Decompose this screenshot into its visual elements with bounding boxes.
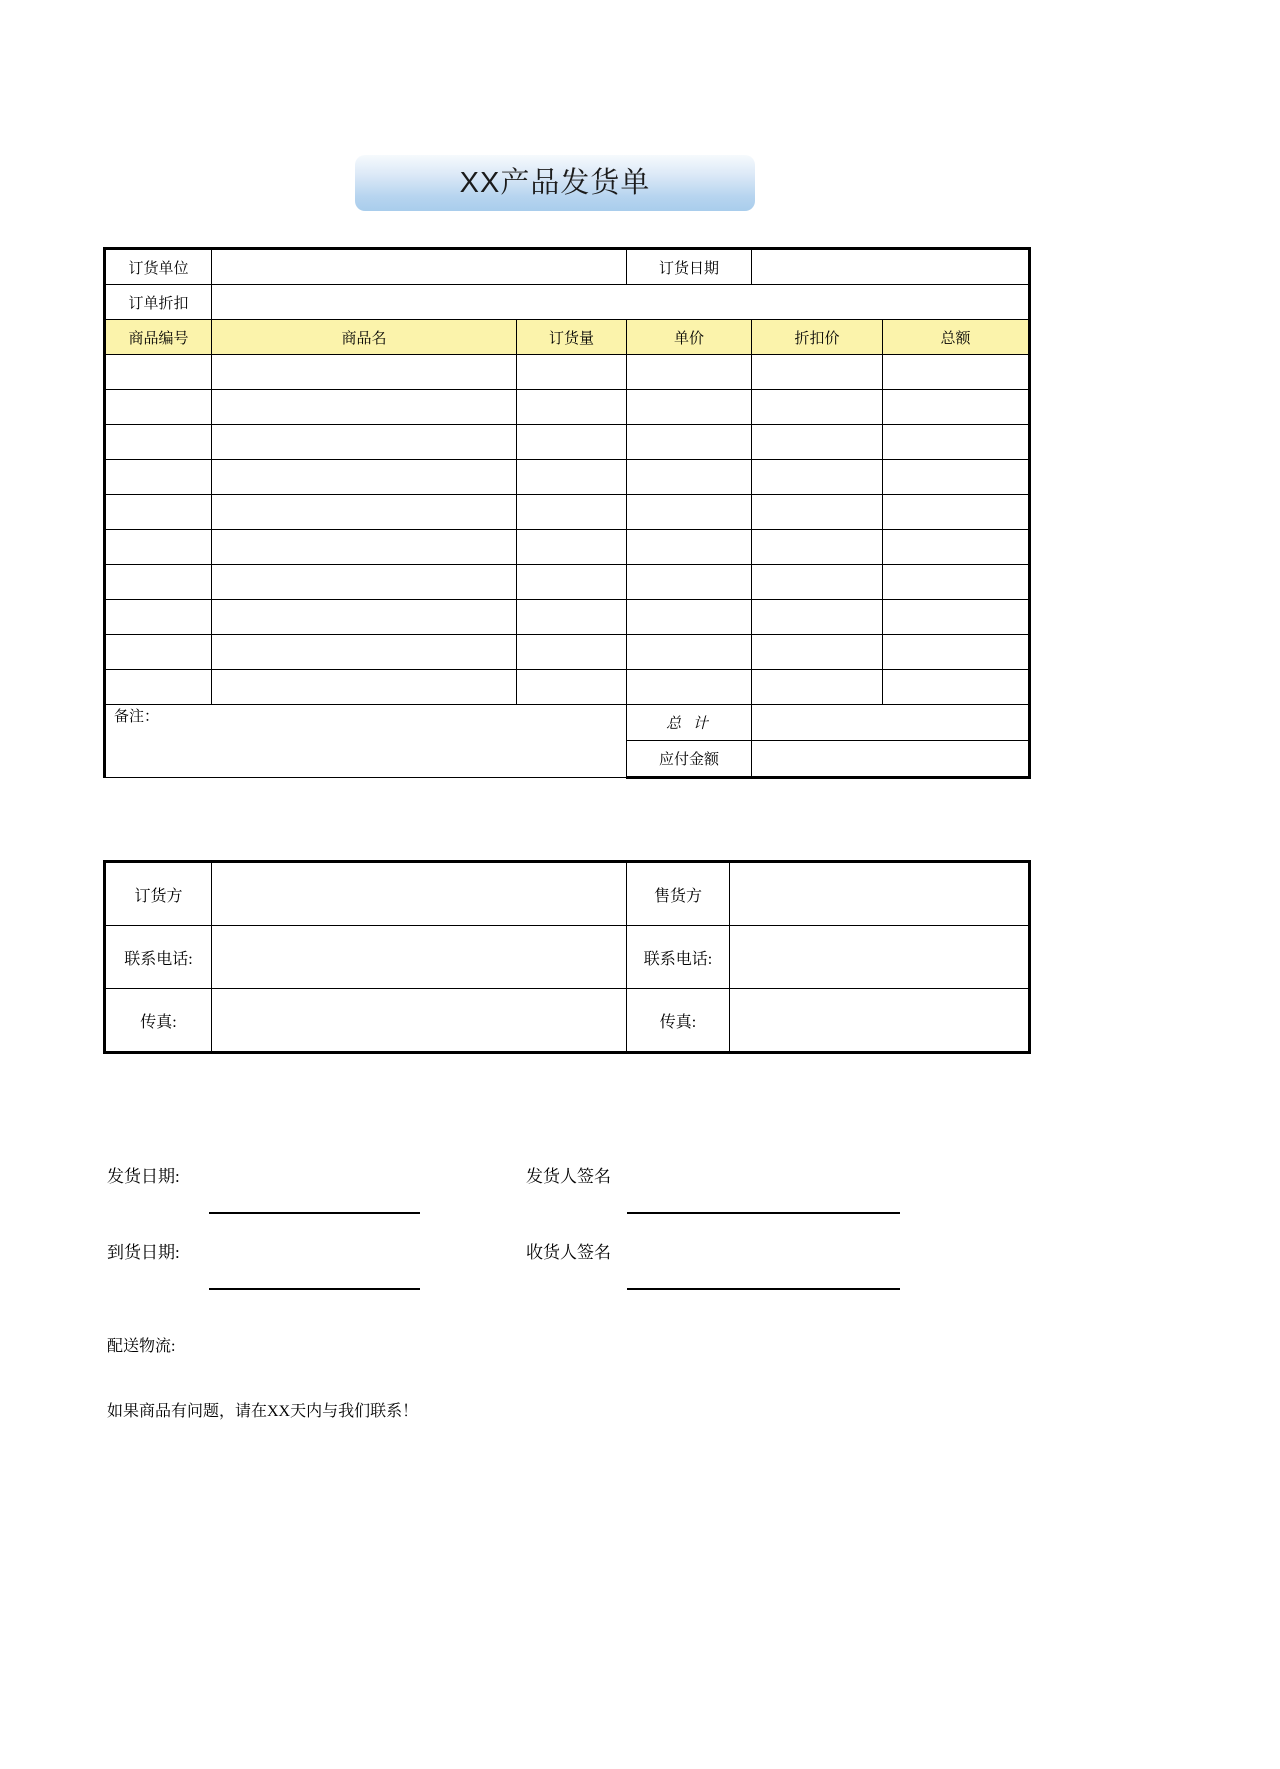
title-gradient-box — [355, 155, 755, 211]
column-header-qty: 订货量 — [517, 320, 627, 355]
column-header-amount: 总额 — [883, 320, 1030, 355]
arrive-date-line[interactable] — [209, 1288, 420, 1290]
cell-sku[interactable] — [105, 565, 212, 600]
column-header-discount-price: 折扣价 — [752, 320, 883, 355]
table-row — [105, 600, 1030, 635]
buyer-phone-label: 联系电话: — [105, 926, 212, 989]
table-row — [105, 390, 1030, 425]
cell-unit-price[interactable] — [627, 495, 752, 530]
cell-amount[interactable] — [883, 355, 1030, 390]
cell-unit-price[interactable] — [627, 355, 752, 390]
cell-name[interactable] — [212, 390, 517, 425]
ship-date-label: 发货日期: — [107, 1167, 180, 1186]
cell-sku[interactable] — [105, 390, 212, 425]
customer-label: 订货单位 — [105, 249, 212, 285]
cell-unit-price[interactable] — [627, 425, 752, 460]
shipper-sign-line[interactable] — [627, 1212, 900, 1214]
table-row — [105, 495, 1030, 530]
grand-total-value[interactable] — [752, 705, 1030, 741]
seller-fax-label: 传真: — [627, 989, 730, 1053]
cell-name[interactable] — [212, 425, 517, 460]
cell-unit-price[interactable] — [627, 635, 752, 670]
cell-unit-price[interactable] — [627, 670, 752, 705]
cell-sku[interactable] — [105, 670, 212, 705]
cell-qty[interactable] — [517, 425, 627, 460]
cell-discount-price[interactable] — [752, 355, 883, 390]
cell-name[interactable] — [212, 460, 517, 495]
cell-unit-price[interactable] — [627, 460, 752, 495]
note-total-row — [105, 705, 1030, 741]
column-header-name: 商品名 — [212, 320, 517, 355]
buyer-label: 订货方 — [105, 862, 212, 926]
cell-qty[interactable] — [517, 600, 627, 635]
parties-contact-table — [103, 860, 1031, 1054]
seller-label: 售货方 — [627, 862, 730, 926]
cell-qty[interactable] — [517, 390, 627, 425]
cell-unit-price[interactable] — [627, 565, 752, 600]
cell-sku[interactable] — [105, 635, 212, 670]
receiver-sign-line[interactable] — [627, 1288, 900, 1290]
seller-value[interactable] — [730, 862, 1030, 926]
order-date-label: 订货日期 — [627, 249, 752, 285]
cell-sku[interactable] — [105, 495, 212, 530]
logistics-label: 配送物流: — [107, 1338, 176, 1355]
cell-sku[interactable] — [105, 530, 212, 565]
cell-discount-price[interactable] — [752, 565, 883, 600]
table-row — [105, 425, 1030, 460]
cell-sku[interactable] — [105, 600, 212, 635]
cell-qty[interactable] — [517, 670, 627, 705]
payable-label: 应付金额 — [627, 740, 752, 777]
table-row — [105, 635, 1030, 670]
cell-qty[interactable] — [517, 530, 627, 565]
cell-amount[interactable] — [883, 495, 1030, 530]
cell-qty[interactable] — [517, 565, 627, 600]
seller-phone-label: 联系电话: — [627, 926, 730, 989]
table-row — [105, 670, 1030, 705]
order-date-value[interactable] — [752, 249, 1030, 285]
cell-discount-price[interactable] — [752, 425, 883, 460]
cell-name[interactable] — [212, 635, 517, 670]
party-phone-row — [105, 926, 1030, 989]
cell-amount[interactable] — [883, 425, 1030, 460]
cell-qty[interactable] — [517, 635, 627, 670]
shipper-sign-label: 发货人签名 — [526, 1167, 611, 1186]
seller-phone-value[interactable] — [730, 926, 1030, 989]
cell-sku[interactable] — [105, 355, 212, 390]
customer-value[interactable] — [212, 249, 627, 285]
cell-discount-price[interactable] — [752, 460, 883, 495]
page-title: XX产品发货单 — [459, 166, 651, 199]
arrive-date-label: 到货日期: — [107, 1243, 180, 1262]
table-row — [105, 355, 1030, 390]
party-names-row — [105, 862, 1030, 926]
cell-name[interactable] — [212, 670, 517, 705]
cell-name[interactable] — [212, 600, 517, 635]
cell-discount-price[interactable] — [752, 600, 883, 635]
order-customer-row — [105, 249, 1030, 285]
table-row — [105, 565, 1030, 600]
cell-sku[interactable] — [105, 460, 212, 495]
receiver-sign-label: 收货人签名 — [526, 1243, 611, 1262]
cell-name[interactable] — [212, 355, 517, 390]
cell-qty[interactable] — [517, 355, 627, 390]
cell-discount-price[interactable] — [752, 495, 883, 530]
column-header-sku: 商品编号 — [105, 320, 212, 355]
cell-amount[interactable] — [883, 530, 1030, 565]
buyer-fax-value[interactable] — [212, 989, 627, 1053]
cell-discount-price[interactable] — [752, 530, 883, 565]
cell-amount[interactable] — [883, 600, 1030, 635]
cell-amount[interactable] — [883, 635, 1030, 670]
seller-fax-value[interactable] — [730, 989, 1030, 1053]
grand-total-label: 总 计 — [627, 705, 752, 741]
cell-amount[interactable] — [883, 390, 1030, 425]
cell-discount-price[interactable] — [752, 635, 883, 670]
cell-qty[interactable] — [517, 495, 627, 530]
buyer-fax-label: 传真: — [105, 989, 212, 1053]
cell-name[interactable] — [212, 530, 517, 565]
discount-value[interactable] — [212, 285, 1030, 320]
cell-discount-price[interactable] — [752, 670, 883, 705]
note-cell[interactable]: 备注： — [105, 705, 627, 778]
cell-name[interactable] — [212, 495, 517, 530]
cell-amount[interactable] — [883, 460, 1030, 495]
cell-amount[interactable] — [883, 565, 1030, 600]
party-fax-row — [105, 989, 1030, 1053]
cell-amount[interactable] — [883, 670, 1030, 705]
order-items-table — [103, 247, 1031, 779]
payable-value[interactable] — [752, 740, 1030, 777]
discount-label: 订单折扣 — [105, 285, 212, 320]
cell-unit-price[interactable] — [627, 390, 752, 425]
cell-unit-price[interactable] — [627, 600, 752, 635]
order-discount-row — [105, 285, 1030, 320]
cell-sku[interactable] — [105, 425, 212, 460]
contact-notice: 如果商品有问题，请在XX天内与我们联系！ — [107, 1403, 419, 1420]
ship-date-line[interactable] — [209, 1212, 420, 1214]
document-title-banner — [355, 155, 755, 211]
table-row — [105, 460, 1030, 495]
column-header-unit-price: 单价 — [627, 320, 752, 355]
cell-discount-price[interactable] — [752, 390, 883, 425]
cell-unit-price[interactable] — [627, 530, 752, 565]
table-row — [105, 530, 1030, 565]
buyer-phone-value[interactable] — [212, 926, 627, 989]
cell-name[interactable] — [212, 565, 517, 600]
buyer-value[interactable] — [212, 862, 627, 926]
cell-qty[interactable] — [517, 460, 627, 495]
items-header-row — [105, 320, 1030, 355]
